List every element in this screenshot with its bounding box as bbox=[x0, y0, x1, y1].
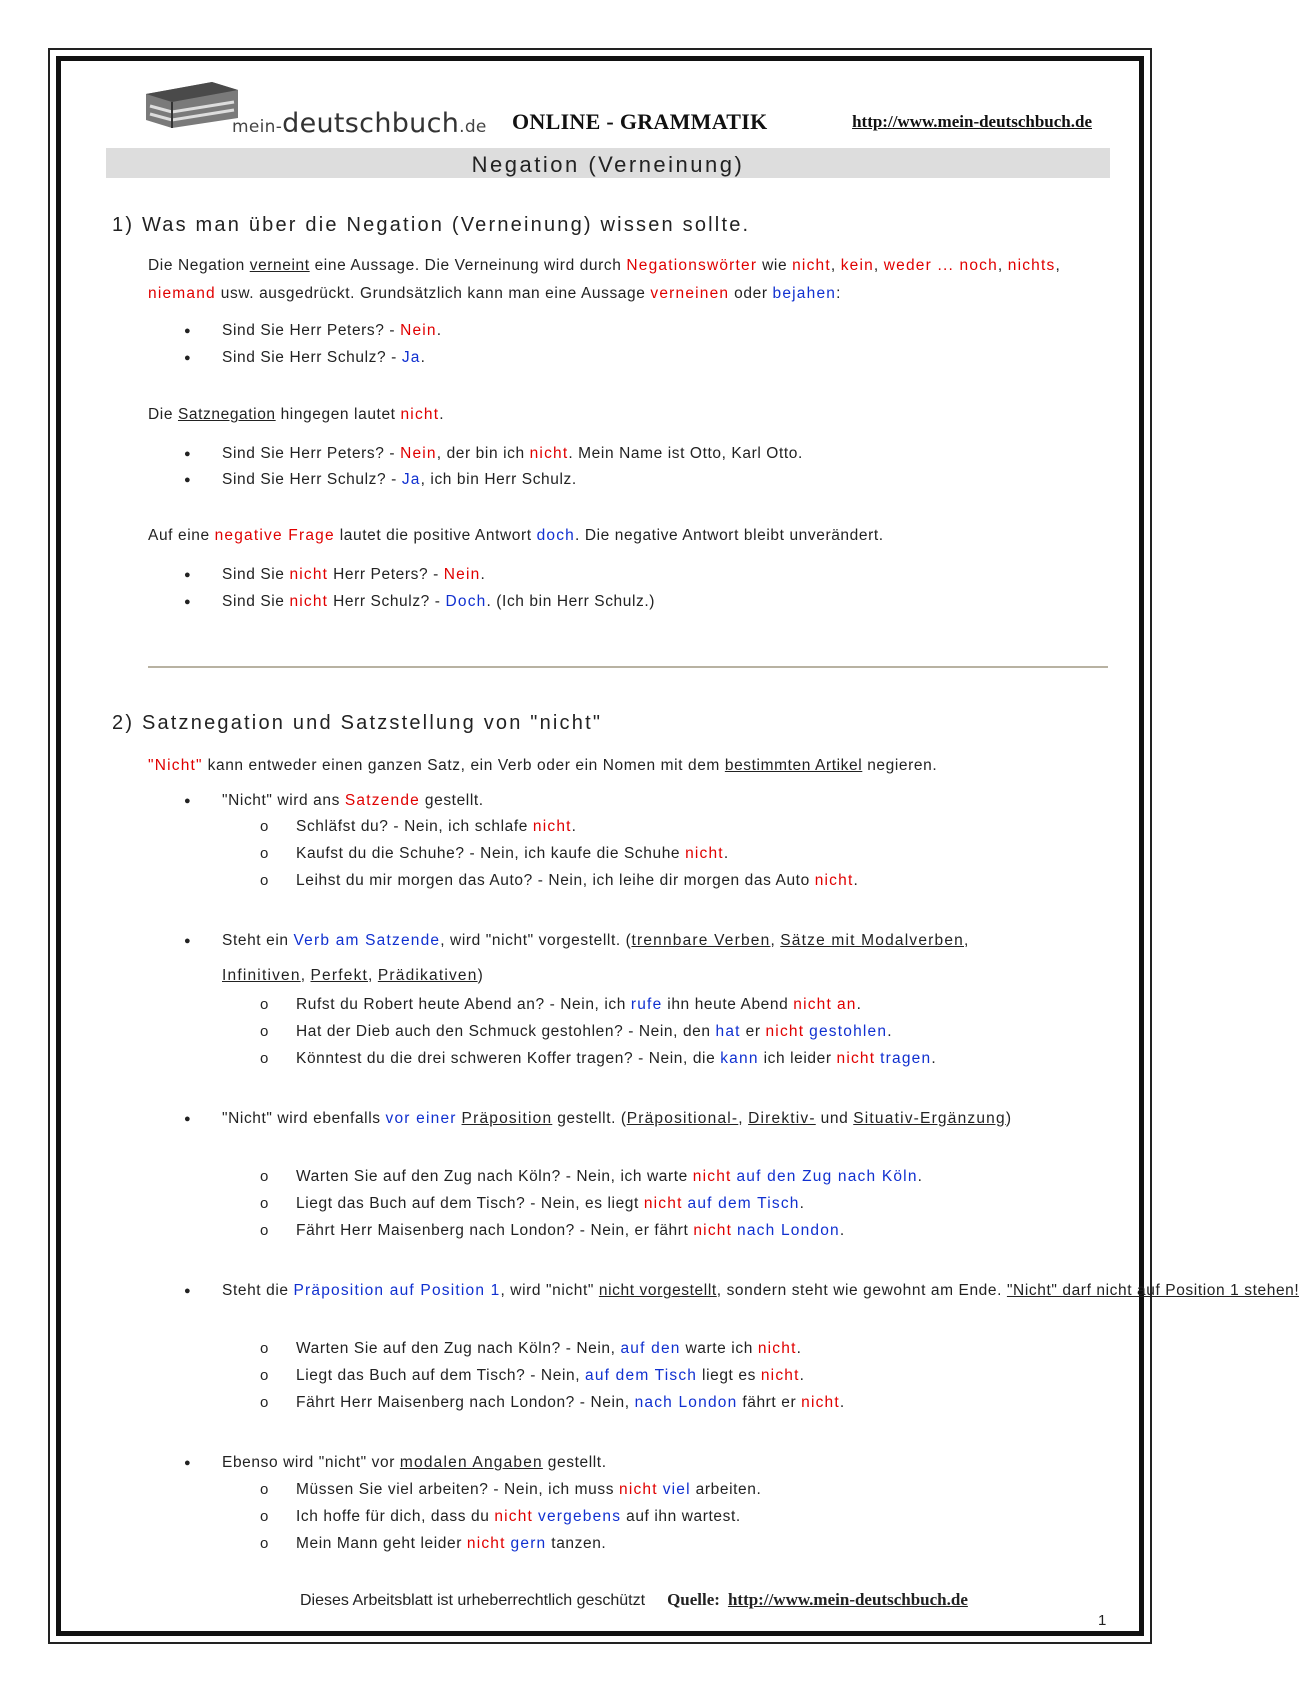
list-item: ● Ebenso wird "nicht" vor modalen Angaben gestellt. bbox=[186, 1454, 607, 1472]
sub-list-item: o Liegt das Buch auf dem Tisch? - Nein, auf dem Tisch liegt es nicht. bbox=[260, 1367, 805, 1384]
sub-list-item: o Ich hoffe für dich, dass du nicht vergebens auf ihn wartest. bbox=[260, 1508, 741, 1525]
list-item: ● Sind Sie nicht Herr Schulz? - Doch. (Ich bin Herr Schulz.) bbox=[186, 593, 655, 611]
list-item: ● Steht ein Verb am Satzende, wird "nicht" vorgestellt. (trennbare Verben, Sätze mit Modalverben, bbox=[186, 932, 969, 950]
sub-list-item: o Liegt das Buch auf dem Tisch? - Nein, es liegt nicht auf dem Tisch. bbox=[260, 1195, 805, 1212]
sub-list-item: o Rufst du Robert heute Abend an? - Nein, ich rufe ihn heute Abend nicht an. bbox=[260, 996, 862, 1013]
header-link[interactable]: http://www.mein-deutschbuch.de bbox=[852, 112, 1092, 131]
list-item-continuation: Infinitiven, Perfekt, Prädikativen) bbox=[222, 967, 484, 984]
copyright-notice: Dieses Arbeitsblatt ist urheberrechtlich geschützt bbox=[300, 1592, 646, 1609]
source-label: Quelle: bbox=[667, 1590, 720, 1609]
sub-list-item: o Mein Mann geht leider nicht gern tanzen. bbox=[260, 1535, 607, 1552]
section-1-intro: Die Negation verneint eine Aussage. Die Verneinung wird durch Negationswörter wie nicht, kein, weder ... noch, nichts, niemand usw. ausgedrückt. Grundsätzlich kann man eine Aussage verneinen oder bejahen: bbox=[148, 257, 1061, 302]
list-item: ● "Nicht" wird ans Satzende gestellt. bbox=[186, 792, 484, 810]
books-logo-icon bbox=[142, 74, 242, 130]
sub-list-item: o Warten Sie auf den Zug nach Köln? - Nein, ich warte nicht auf den Zug nach Köln. bbox=[260, 1168, 923, 1185]
footer-link[interactable]: http://www.mein-deutschbuch.de bbox=[727, 1590, 968, 1609]
list-item: ● Sind Sie Herr Peters? - Nein. bbox=[186, 322, 442, 340]
list-item: ● "Nicht" wird ebenfalls vor einer Präposition gestellt. (Präpositional-, Direktiv- und Situativ-Ergänzung) bbox=[186, 1110, 1012, 1128]
section-1-heading: 1) Was man über die Negation (Verneinung) wissen sollte. bbox=[112, 214, 751, 236]
section-divider bbox=[148, 666, 1108, 668]
list-item: ● Steht die Präposition auf Position 1, wird "nicht" nicht vorgestellt, sondern steht wie gewohnt am Ende. "Nicht" darf nicht auf Position 1 stehen! bbox=[186, 1282, 1299, 1300]
sub-list-item: o Leihst du mir morgen das Auto? - Nein, ich leihe dir morgen das Auto nicht. bbox=[260, 872, 859, 889]
sub-list-item: o Fährt Herr Maisenberg nach London? - Nein, er fährt nicht nach London. bbox=[260, 1222, 845, 1239]
section-1-paragraph-3: Auf eine negative Frage lautet die positive Antwort doch. Die negative Antwort bleibt unverändert. bbox=[148, 527, 884, 544]
sub-list-item: o Schläfst du? - Nein, ich schlafe nicht. bbox=[260, 818, 577, 835]
sub-list-item: o Warten Sie auf den Zug nach Köln? - Nein, auf den warte ich nicht. bbox=[260, 1340, 802, 1357]
sub-list-item: o Fährt Herr Maisenberg nach London? - Nein, nach London fährt er nicht. bbox=[260, 1394, 845, 1411]
section-2-intro: "Nicht" kann entweder einen ganzen Satz, ein Verb oder ein Nomen mit dem bestimmten Artikel negieren. bbox=[148, 757, 938, 774]
list-item: ● Sind Sie Herr Peters? - Nein, der bin ich nicht. Mein Name ist Otto, Karl Otto. bbox=[186, 445, 803, 463]
list-item: ● Sind Sie Herr Schulz? - Ja, ich bin Herr Schulz. bbox=[186, 471, 577, 489]
page-number: 1 bbox=[1098, 1612, 1107, 1629]
sub-list-item: o Könntest du die drei schweren Koffer tragen? - Nein, die kann ich leider nicht tragen. bbox=[260, 1050, 937, 1067]
list-item: ● Sind Sie nicht Herr Peters? - Nein. bbox=[186, 566, 485, 584]
brand-logo-text: mein-deutschbuch.de bbox=[232, 108, 487, 139]
list-item: ● Sind Sie Herr Schulz? - Ja. bbox=[186, 349, 426, 367]
sub-list-item: o Müssen Sie viel arbeiten? - Nein, ich muss nicht viel arbeiten. bbox=[260, 1481, 762, 1498]
document-title: Negation (Verneinung) bbox=[106, 148, 1110, 178]
page-footer bbox=[300, 1590, 968, 1610]
sub-list-item: o Kaufst du die Schuhe? - Nein, ich kaufe die Schuhe nicht. bbox=[260, 845, 729, 862]
page-header bbox=[142, 74, 1092, 139]
section-2-heading: 2) Satznegation und Satzstellung von "nicht" bbox=[112, 712, 603, 734]
header-title: ONLINE - GRAMMATIK bbox=[512, 109, 768, 134]
sub-list-item: o Hat der Dieb auch den Schmuck gestohlen? - Nein, den hat er nicht gestohlen. bbox=[260, 1023, 893, 1040]
section-1-paragraph-2: Die Satznegation hingegen lautet nicht. bbox=[148, 406, 445, 423]
